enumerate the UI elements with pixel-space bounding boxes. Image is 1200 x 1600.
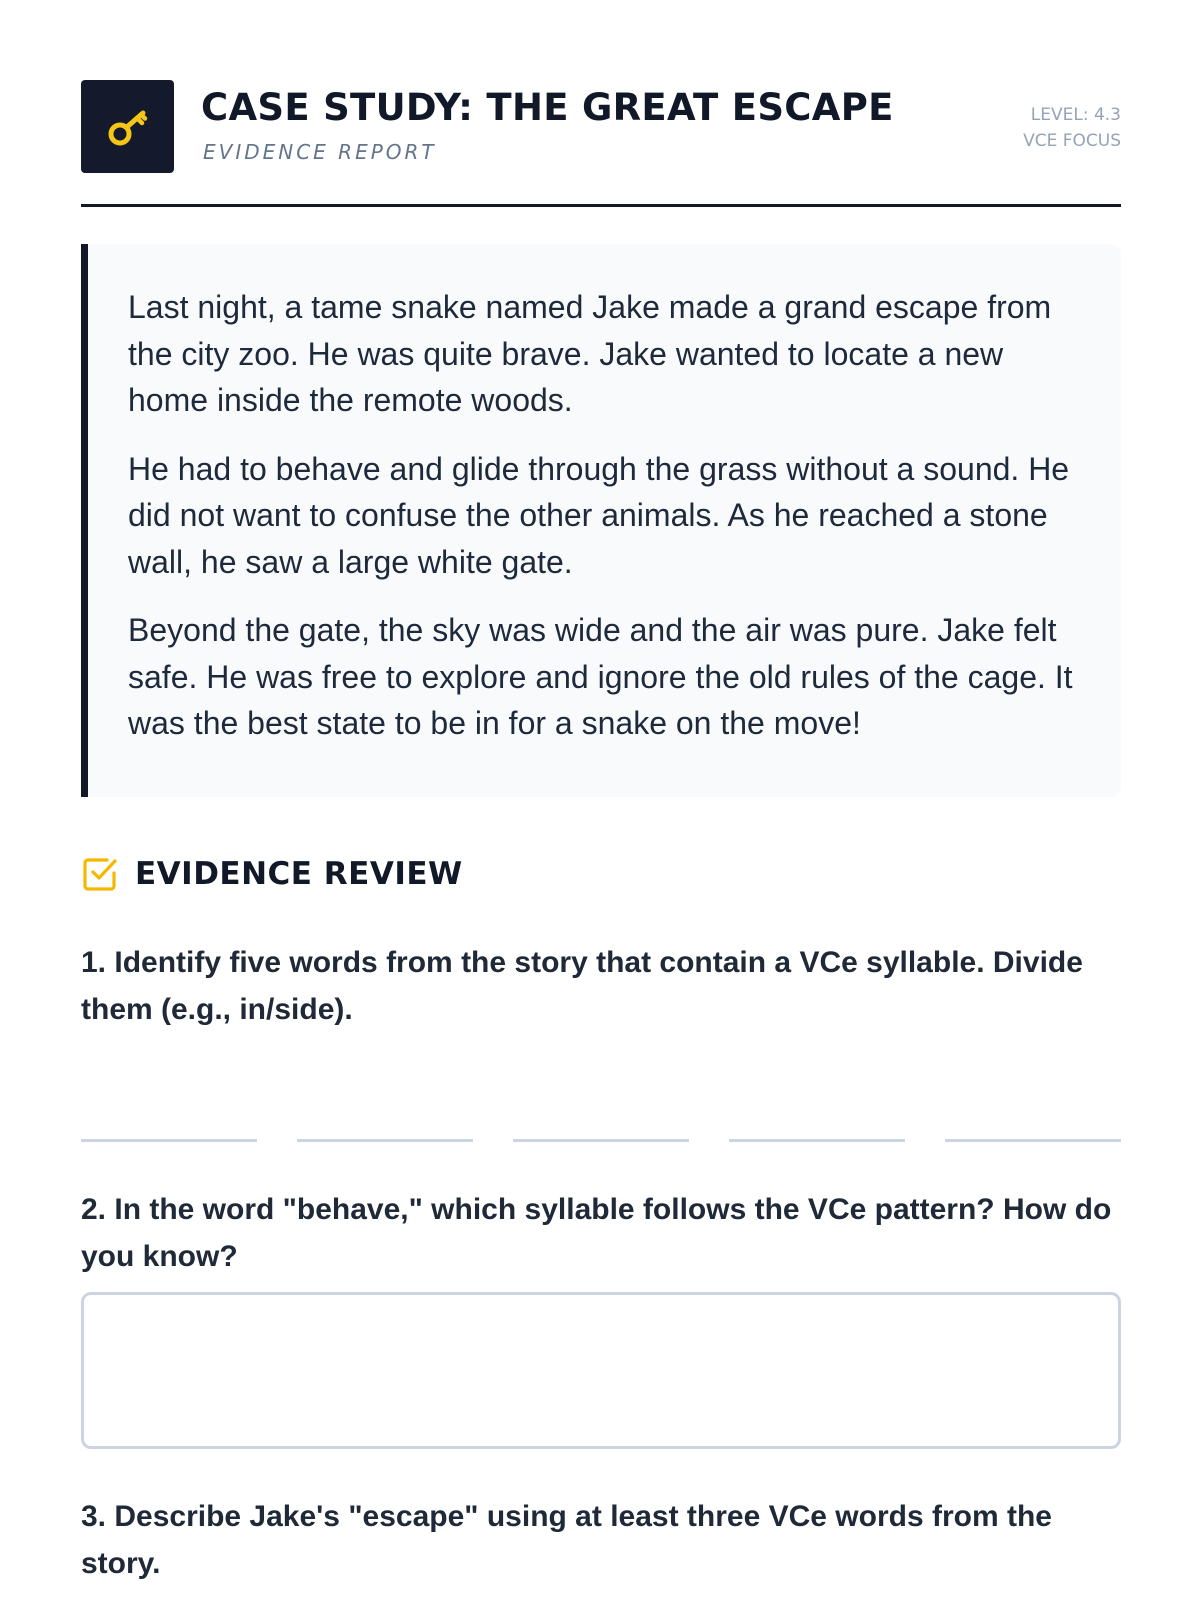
answer-blank-5[interactable] xyxy=(945,1139,1121,1142)
section-title: EVIDENCE REVIEW xyxy=(135,856,463,892)
worksheet-page xyxy=(81,0,1121,1600)
logo-badge xyxy=(81,80,174,173)
answer-blank-4[interactable] xyxy=(729,1139,905,1142)
focus-label: VCE FOCUS xyxy=(1023,131,1121,151)
report-header xyxy=(81,80,1121,207)
level-label: LEVEL: 4.3 xyxy=(1030,105,1121,125)
answer-box-2[interactable] xyxy=(81,1292,1121,1449)
question-1: 1. Identify five words from the story that contain a VCe syllable. Divide them (e.g., in/side). xyxy=(81,946,1083,1026)
question-3: 3. Describe Jake's "escape" using at least three VCe words from the story. xyxy=(81,1500,1052,1580)
answer-blank-3[interactable] xyxy=(513,1139,689,1142)
evidence-review-heading xyxy=(81,852,463,896)
page-subtitle: EVIDENCE REPORT xyxy=(203,140,437,164)
answer-blanks xyxy=(81,1139,1121,1143)
checkbox-icon xyxy=(81,855,119,893)
level-info xyxy=(1023,102,1121,154)
story-paragraph: Beyond the gate, the sky was wide and the air was pure. Jake felt safe. He was free to explore and ignore the old rules of the cage. It was the best state to be in for a snake on the move! xyxy=(128,612,1073,741)
key-icon xyxy=(101,100,155,154)
page-title: CASE STUDY: THE GREAT ESCAPE xyxy=(201,86,894,129)
story-passage xyxy=(81,244,1121,797)
story-paragraph: He had to behave and glide through the grass without a sound. He did not want to confuse the other animals. As he reached a stone wall, he saw a large white gate. xyxy=(128,450,1070,580)
question-2: 2. In the word "behave," which syllable follows the VCe pattern? How do you know? xyxy=(81,1193,1112,1273)
story-paragraph: Last night, a tame snake named Jake made a grand escape from the city zoo. He was quite brave. Jake wanted to locate a new home inside the remote woods. xyxy=(128,289,1052,418)
answer-blank-1[interactable] xyxy=(81,1139,257,1142)
answer-blank-2[interactable] xyxy=(297,1139,473,1142)
